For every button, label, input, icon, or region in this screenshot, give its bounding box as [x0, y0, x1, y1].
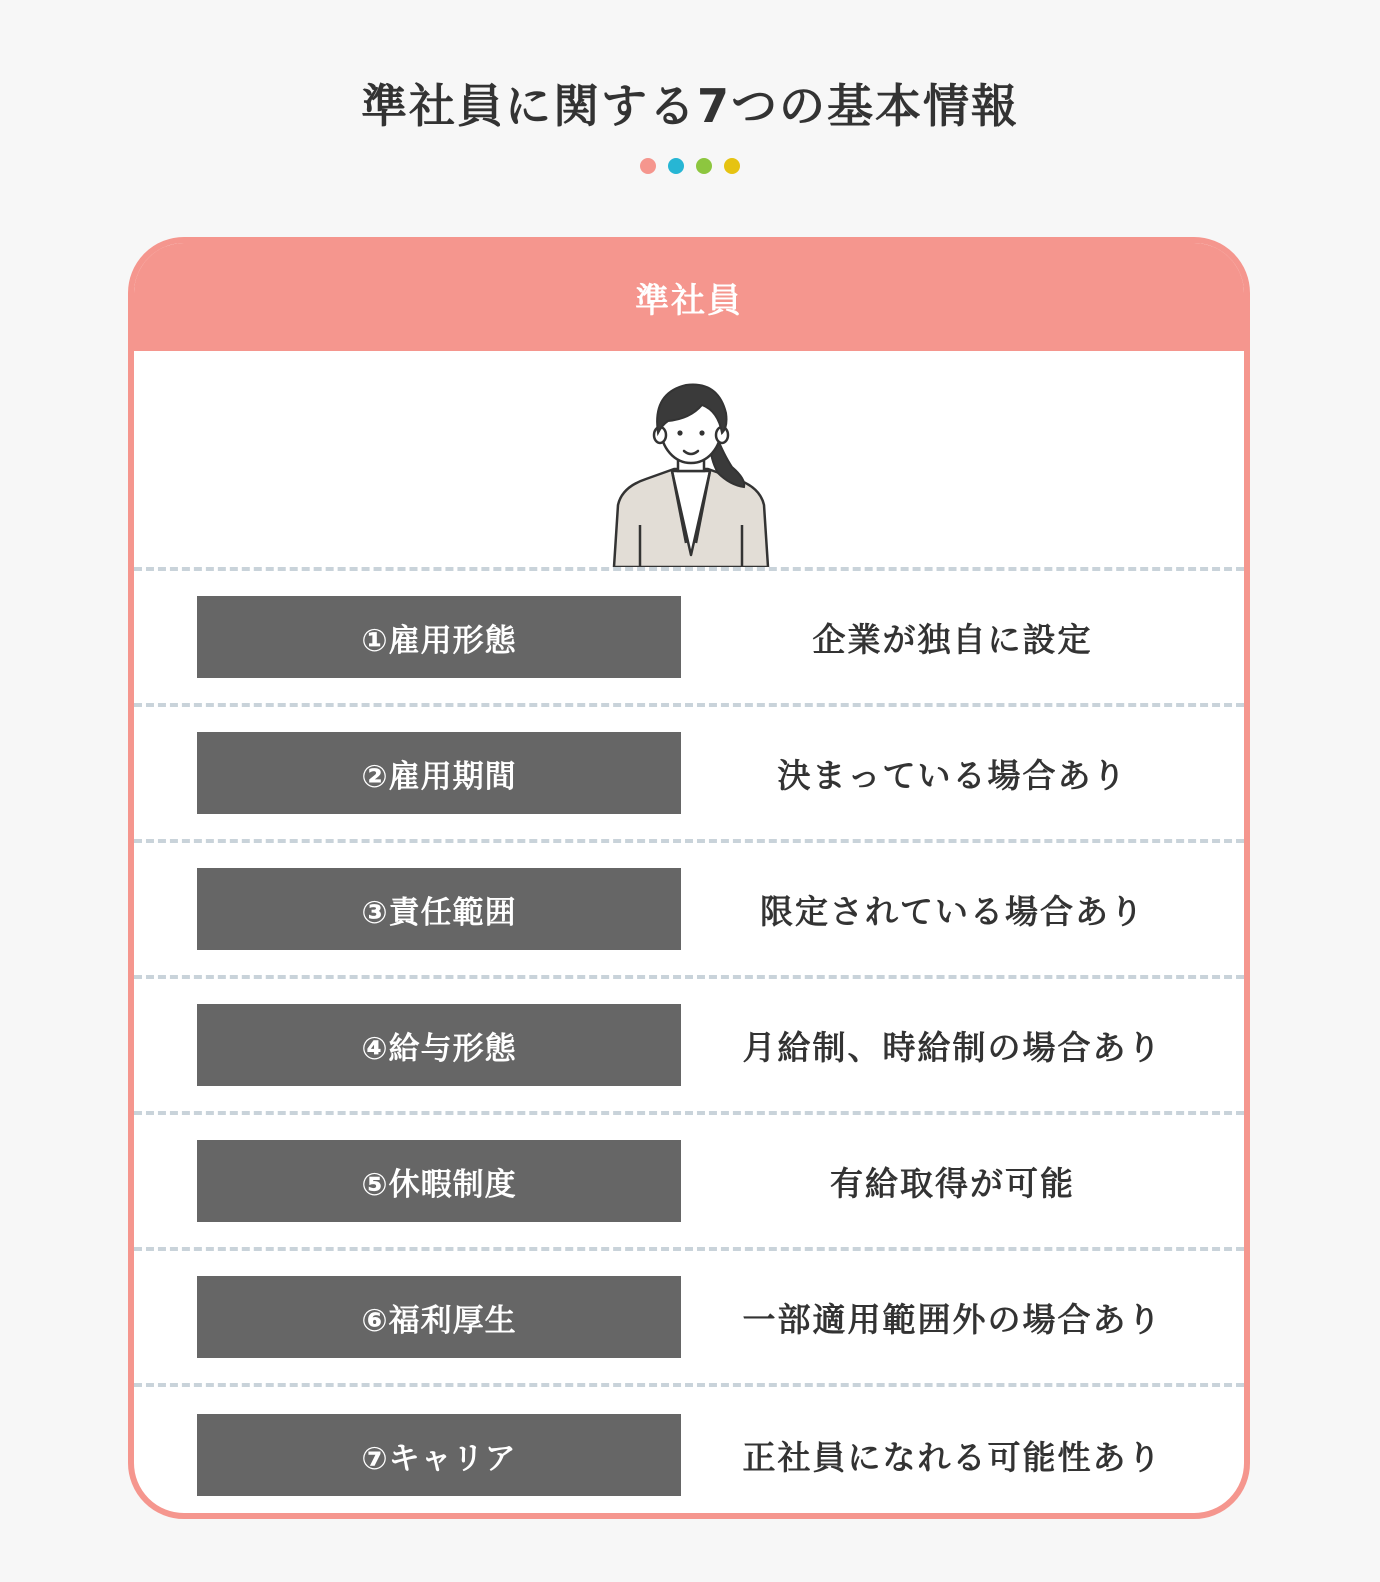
info-row-responsibility: [134, 843, 1244, 979]
row-label: ⑤休暇制度: [197, 1140, 681, 1222]
woman-employee-illustration: [606, 375, 776, 567]
page-title: 準社員に関する7つの基本情報: [360, 79, 1019, 133]
row-value: 限定されている場合あり: [760, 891, 1145, 931]
dot-yellow: [724, 158, 740, 174]
row-value: 月給制、時給制の場合あり: [742, 1027, 1163, 1067]
info-row-salary-type: [134, 979, 1244, 1115]
row-label: ①雇用形態: [197, 596, 681, 678]
info-card: [128, 237, 1250, 1519]
decorative-dots: [0, 158, 1380, 174]
row-value: 一部適用範囲外の場合あり: [742, 1299, 1163, 1339]
dot-pink: [640, 158, 656, 174]
row-label: ②雇用期間: [197, 732, 681, 814]
row-value: 有給取得が可能: [830, 1163, 1075, 1203]
info-row-career: [134, 1387, 1244, 1519]
info-row-employment-type: [134, 571, 1244, 707]
dot-green: [696, 158, 712, 174]
info-row-welfare: [134, 1251, 1244, 1387]
row-label: ③責任範囲: [197, 868, 681, 950]
card-header: 準社員: [134, 243, 1244, 351]
row-label: ④給与形態: [197, 1004, 681, 1086]
row-label: ⑦キャリア: [197, 1414, 681, 1496]
row-value: 企業が独自に設定: [812, 619, 1093, 659]
info-row-employment-period: [134, 707, 1244, 843]
row-label: ⑥福利厚生: [197, 1276, 681, 1358]
row-value: 正社員になれる可能性あり: [742, 1437, 1163, 1477]
info-row-leave-system: [134, 1115, 1244, 1251]
illustration-area: [134, 351, 1244, 571]
dot-blue: [668, 158, 684, 174]
row-value: 決まっている場合あり: [777, 755, 1128, 795]
